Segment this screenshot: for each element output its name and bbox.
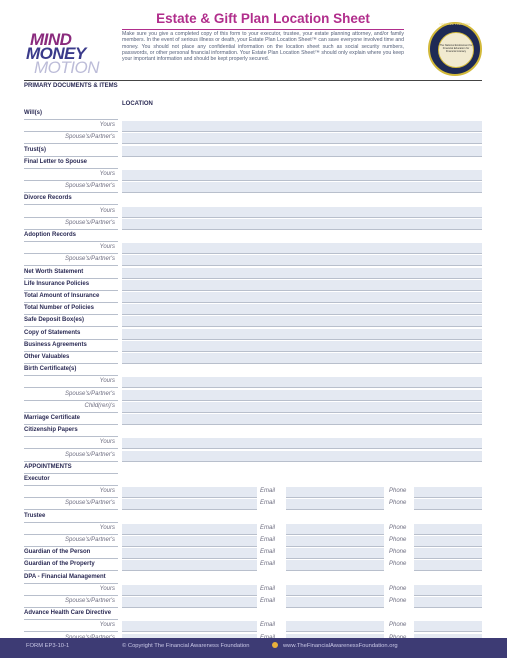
row-label: Adoption Records [24, 232, 76, 238]
form-row [24, 462, 482, 474]
row-sublabel: Yours [99, 378, 115, 385]
logo-line-3: MOTION [34, 58, 99, 77]
phone-label: Phone [389, 622, 407, 629]
location-field[interactable] [122, 377, 482, 388]
phone-field[interactable] [414, 621, 482, 632]
email-label: Email [260, 549, 276, 556]
location-field[interactable] [122, 219, 482, 230]
bullet-icon [272, 642, 278, 648]
email-field[interactable] [286, 524, 384, 535]
name-field[interactable] [122, 499, 257, 510]
row-sublabel: Spouse's/Partner's [65, 219, 115, 226]
row-label: APPOINTMENTS [24, 463, 72, 470]
email-label: Email [260, 488, 276, 495]
form-row [24, 425, 482, 437]
phone-field[interactable] [414, 597, 482, 608]
row-sublabel: Yours [99, 524, 115, 531]
row-label: Final Letter to Spouse [24, 158, 88, 165]
row-sublabel: Yours [99, 585, 115, 592]
form-row [24, 108, 482, 120]
form-row [24, 328, 482, 340]
location-field[interactable] [122, 414, 482, 425]
title-rule [122, 29, 404, 30]
phone-label: Phone [389, 585, 407, 592]
intro-text: Make sure you give a completed copy of this form to your executor, trustee, your estate planning attorney, and/or family members. In the event of serious illness or death, your Estate Plan Location Sheet™ can save everyone involved time and money. You should not place any confidential information on the location sheet such as social security numbers, passwords, or other personal financial information. Your Estate Plan Location Sheet™ should only explain where you keep your important information and should be kept properly secured. [122, 31, 404, 63]
row-label: Advance Health Care Directive [24, 610, 112, 617]
location-field[interactable] [122, 304, 482, 315]
row-sublabel: Spouse's/Partner's [65, 598, 115, 604]
location-field[interactable] [122, 292, 482, 303]
row-label: Marriage Certificate [24, 415, 81, 421]
form-row [24, 193, 482, 205]
website-link[interactable]: www.TheFinancialAwarenessFoundation.org [283, 643, 398, 649]
form-row [24, 596, 482, 608]
form-row [24, 559, 482, 571]
location-field[interactable] [122, 341, 482, 352]
email-label: Email [260, 561, 276, 568]
row-label: Safe Deposit Box(es) [24, 317, 85, 324]
name-field[interactable] [122, 548, 257, 559]
form-row [24, 120, 482, 132]
row-sublabel: Yours [99, 439, 115, 446]
phone-label: Phone [389, 598, 407, 604]
email-label: Email [260, 524, 276, 531]
row-label: Trust(s) [24, 146, 47, 153]
copyright-text: © Copyright The Financial Awareness Foundation [122, 643, 250, 649]
phone-field[interactable] [414, 536, 482, 547]
name-field[interactable] [122, 585, 257, 596]
seal-inner [438, 32, 474, 68]
form-row [24, 303, 482, 315]
location-field[interactable] [122, 353, 482, 364]
foundation-seal [428, 22, 482, 76]
row-label: Life Insurance Policies [24, 280, 90, 287]
form-row [24, 218, 482, 230]
form-row [24, 206, 482, 218]
location-field[interactable] [122, 182, 482, 193]
row-sublabel: Spouse's/Partner's [65, 451, 115, 458]
footer-bar [0, 638, 507, 658]
row-label: Copy of Statements [24, 329, 81, 336]
row-sublabel: Yours [99, 171, 115, 177]
row-label: Guardian of the Person [24, 549, 91, 556]
email-field[interactable] [286, 585, 384, 596]
page-title: Estate & Gift Plan Location Sheet [156, 11, 370, 26]
form-row [24, 145, 482, 157]
email-label: Email [260, 500, 276, 507]
row-label: Trustee [24, 512, 46, 519]
row-label: Total Amount of Insurance [24, 293, 100, 299]
form-row [24, 132, 482, 144]
phone-field[interactable] [414, 487, 482, 498]
form-row [24, 535, 482, 547]
row-sublabel: Yours [99, 122, 115, 129]
phone-field[interactable] [414, 524, 482, 535]
email-field[interactable] [286, 548, 384, 559]
location-field[interactable] [122, 207, 482, 218]
email-field[interactable] [286, 621, 384, 632]
phone-label: Phone [389, 524, 407, 531]
name-field[interactable] [122, 560, 257, 571]
form-row [24, 498, 482, 510]
row-label: Citizenship Papers [24, 427, 78, 434]
form-row [24, 511, 482, 523]
email-label: Email [260, 585, 276, 592]
location-field[interactable] [122, 280, 482, 291]
form-row [24, 254, 482, 266]
email-field[interactable] [286, 487, 384, 498]
name-field[interactable] [122, 597, 257, 608]
email-field[interactable] [286, 597, 384, 608]
form-row [24, 401, 482, 413]
row-label: Guardian of the Property [24, 561, 95, 568]
phone-field[interactable] [414, 499, 482, 510]
email-label: Email [260, 598, 276, 604]
row-label: Business Agreements [24, 341, 87, 348]
form-row [24, 340, 482, 352]
form-row [24, 376, 482, 388]
name-field[interactable] [122, 621, 257, 632]
phone-label: Phone [389, 549, 407, 556]
form-row [24, 547, 482, 559]
location-field[interactable] [122, 243, 482, 254]
logo-line-2: MONEY [26, 44, 86, 63]
form-row [24, 279, 482, 291]
form-row [24, 230, 482, 242]
location-field[interactable] [122, 329, 482, 340]
phone-field[interactable] [414, 560, 482, 571]
row-label: Birth Certificate(s) [24, 366, 77, 373]
row-label: Total Number of Policies [24, 305, 94, 312]
section-primary-heading: PRIMARY DOCUMENTS & ITEMS [24, 83, 118, 89]
form-row [24, 291, 482, 303]
form-row [24, 437, 482, 449]
email-label: Email [260, 622, 276, 629]
location-column-header: LOCATION [122, 101, 153, 107]
location-field[interactable] [122, 255, 482, 266]
form-row [24, 523, 482, 535]
row-label: Other Valuables [24, 354, 70, 360]
location-field[interactable] [122, 133, 482, 144]
location-field[interactable] [122, 438, 482, 449]
row-sublabel: Spouse's/Partner's [65, 134, 115, 141]
email-label: Email [260, 537, 276, 543]
phone-label: Phone [389, 500, 407, 507]
form-row [24, 364, 482, 376]
email-field[interactable] [286, 499, 384, 510]
form-row [24, 413, 482, 425]
form-row [24, 181, 482, 193]
location-field[interactable] [122, 170, 482, 181]
form-row [24, 620, 482, 632]
seal-band-text: NATIONAL FINANCIAL [439, 22, 471, 26]
row-sublabel: Spouse's/Partner's [65, 256, 115, 263]
phone-label: Phone [389, 488, 407, 495]
row-sublabel: Spouse's/Partner's [65, 183, 115, 190]
seal-text: The National Endowment for Financial Education for Financial Literacy [439, 44, 473, 54]
email-field[interactable] [286, 560, 384, 571]
form-row [24, 450, 482, 462]
row-sublabel: Spouse's/Partner's [65, 500, 115, 507]
phone-field[interactable] [414, 548, 482, 559]
location-field[interactable] [122, 390, 482, 401]
name-field[interactable] [122, 536, 257, 547]
form-row [24, 474, 482, 486]
mind-money-motion-logo [26, 30, 106, 78]
location-field[interactable] [122, 121, 482, 132]
row-label: Executor [24, 476, 50, 482]
location-field[interactable] [122, 451, 482, 462]
form-number: FORM EP3-10-1 [26, 643, 70, 649]
form-row [24, 169, 482, 181]
location-field[interactable] [122, 402, 482, 413]
email-field[interactable] [286, 536, 384, 547]
location-field[interactable] [122, 146, 482, 157]
row-sublabel: Yours [99, 622, 115, 629]
form-row [24, 352, 482, 364]
header-divider [24, 80, 482, 81]
form-row [24, 267, 482, 279]
form-row [24, 157, 482, 169]
form-row [24, 584, 482, 596]
form-row [24, 608, 482, 620]
row-sublabel: Child(ren)'s [84, 402, 115, 409]
row-sublabel: Yours [99, 244, 115, 251]
form-row [24, 572, 482, 584]
row-sublabel: Spouse's/Partner's [65, 537, 115, 543]
location-field[interactable] [122, 268, 482, 279]
row-sublabel: Yours [99, 207, 115, 214]
row-label: DPA - Financial Management [24, 573, 106, 580]
row-sublabel: Spouse's/Partner's [65, 390, 115, 397]
phone-field[interactable] [414, 585, 482, 596]
form-row [24, 389, 482, 401]
phone-label: Phone [389, 561, 407, 568]
form-row [24, 315, 482, 327]
row-label: Divorce Records [24, 195, 72, 202]
form-row [24, 242, 482, 254]
row-label: Will(s) [24, 110, 42, 116]
location-field[interactable] [122, 316, 482, 327]
name-field[interactable] [122, 487, 257, 498]
form-row [24, 486, 482, 498]
row-label: Net Worth Statement [24, 268, 84, 275]
logo-line-1: MIND [30, 30, 72, 49]
phone-label: Phone [389, 537, 407, 543]
row-sublabel: Yours [99, 488, 115, 495]
name-field[interactable] [122, 524, 257, 535]
